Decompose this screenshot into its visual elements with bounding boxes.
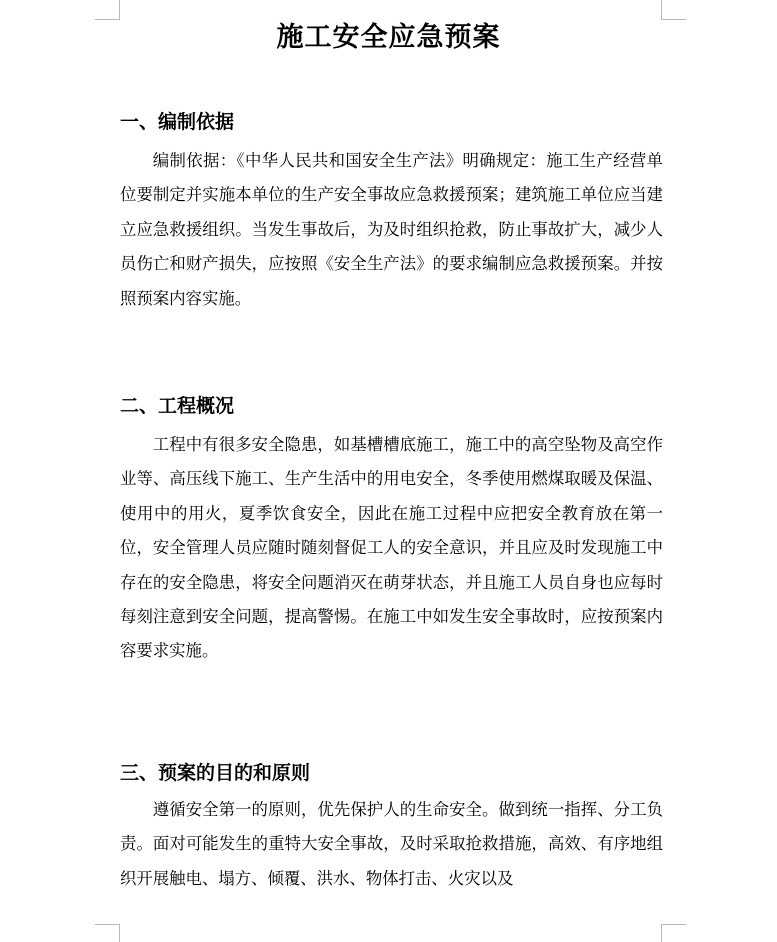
page-corner-mark-bottom-right [661, 924, 686, 942]
section-paragraph-purpose: 遵循安全第一的原则，优先保护人的生命安全。做到统一指挥、分工负责。面对可能发生的重特大安全事故，及时采取抢救措施，高效、有序地组织开展触电、塌方、倾覆、洪水、物体打击、火灾以及 [120, 800, 663, 888]
section-heading-purpose: 三、预案的目的和原则 [120, 762, 311, 784]
section-paragraph-basis: 编制依据：《中华人民共和国安全生产法》明确规定：施工生产经营单位要制定并实施本单位的生产安全事故应急救援预案；建筑施工单位应当建立应急救援组织。当发生事故后，为及时组织抢救，防止事故扩大，减少人员伤亡和财产损失，应按照《安全生产法》的要求编制应急救援预案。并按照预案内容实施。 [120, 151, 663, 308]
page-corner-mark-top-left [95, 0, 120, 20]
section-heading-overview: 二、工程概况 [120, 395, 235, 417]
section-paragraph-overview: 工程中有很多安全隐患，如基槽槽底施工，施工中的高空坠物及高空作业等、高压线下施工、生产生活中的用电安全，冬季使用燃煤取暖及保温、使用中的用火，夏季饮食安全，因此在施工过程中应把安全教育放在第一位，安全管理人员应随时随刻督促工人的安全意识，并且应及时发现施工中存在的安全隐患，将安全问题消灭在萌芽状态，并且施工人员自身也应每时每刻注意到安全问题，提高警惕。在施工中如发生安全事故时，应按预案内容要求实施。 [120, 435, 663, 661]
page-corner-mark-bottom-left [95, 924, 120, 942]
page-corner-mark-top-right [661, 0, 686, 20]
document-title: 施工安全应急预案 [276, 22, 501, 53]
section-heading-basis: 一、编制依据 [120, 111, 235, 133]
